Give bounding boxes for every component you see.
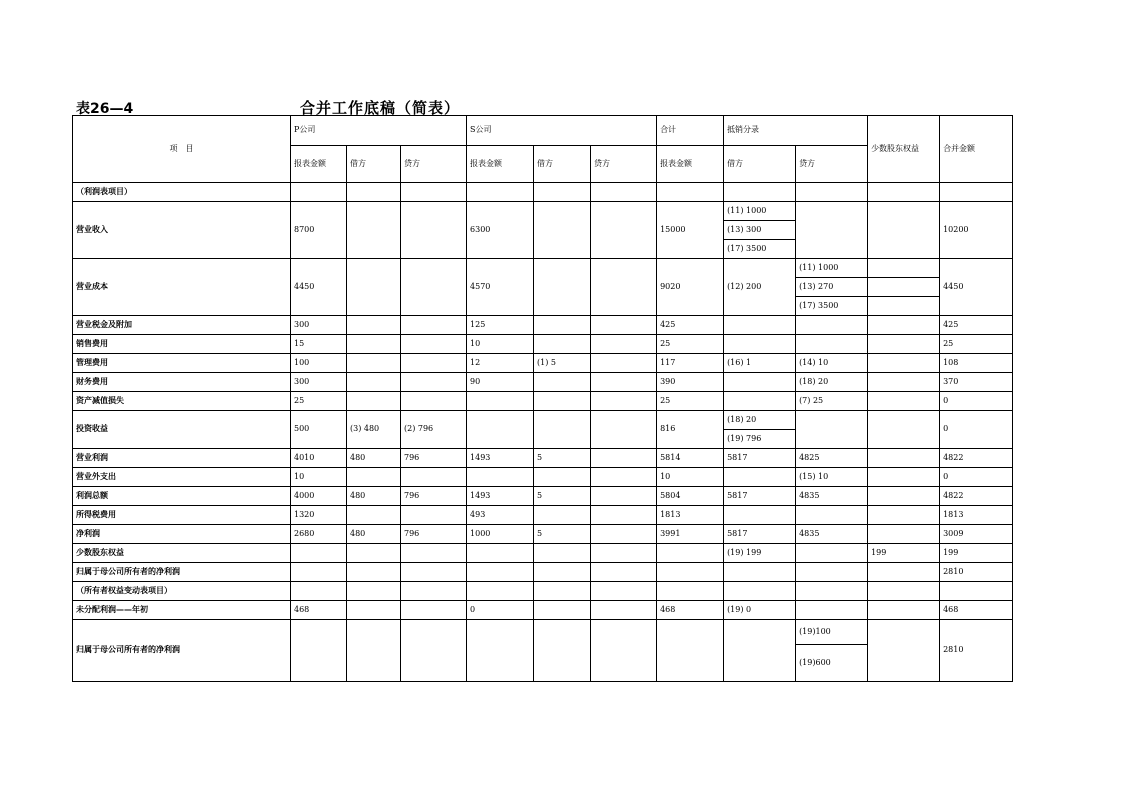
row-label-income-tax: 所得税费用 [73,506,291,525]
minority-cons: 199 [940,544,1013,563]
income-tax-cons: 1813 [940,506,1013,525]
header-s-credit: 贷方 [591,146,657,183]
table-row [73,411,1013,430]
admin-s-d: (1) 5 [534,354,591,373]
total-profit-s: 1493 [467,487,534,506]
income-tax-p: 1320 [291,506,347,525]
retained-p: 468 [291,601,347,620]
cost-cons: 4450 [940,259,1013,316]
table-row [73,259,1013,278]
admin-s: 12 [467,354,534,373]
cost-elim-d: (12) 200 [724,259,796,316]
revenue-cons: 10200 [940,202,1013,259]
net-profit-total: 3991 [657,525,724,544]
tax-cons: 425 [940,316,1013,335]
impair-elim-c: (7) 25 [796,392,868,411]
total-profit-p: 4000 [291,487,347,506]
total-profit-p-d: 480 [347,487,401,506]
cost-total: 9020 [657,259,724,316]
section-equity: （所有者权益变动表项目） [73,582,291,601]
invest-p-d: (3) 480 [347,411,401,449]
header-p-report: 报表金额 [291,146,347,183]
row-label-op-profit: 营业利润 [73,449,291,468]
table-row [73,316,1013,335]
finance-elim-c: (18) 20 [796,373,868,392]
net-profit-s-d: 5 [534,525,591,544]
row-label-non-op: 营业外支出 [73,468,291,487]
impair-cons: 0 [940,392,1013,411]
row-label-tax: 营业税金及附加 [73,316,291,335]
table-row [73,620,1013,645]
row-label-finance: 财务费用 [73,373,291,392]
net-profit-p: 2680 [291,525,347,544]
impair-p: 25 [291,392,347,411]
row-label-total-profit: 利润总额 [73,487,291,506]
table-row [73,601,1013,620]
header-minority: 少数股东权益 [868,116,940,183]
revenue-total: 15000 [657,202,724,259]
parent-np2-cons: 2810 [940,620,1013,682]
invest-p-c: (2) 796 [401,411,467,449]
selling-total: 25 [657,335,724,354]
invest-p: 500 [291,411,347,449]
invest-elim-d2: (19) 796 [724,430,796,449]
selling-cons: 25 [940,335,1013,354]
op-profit-total: 5814 [657,449,724,468]
non-op-elim-c: (15) 10 [796,468,868,487]
retained-cons: 468 [940,601,1013,620]
tax-p: 300 [291,316,347,335]
cost-p: 4450 [291,259,347,316]
retained-total: 468 [657,601,724,620]
net-profit-elim-d: 5817 [724,525,796,544]
table-row [73,449,1013,468]
non-op-p: 10 [291,468,347,487]
total-profit-cons: 4822 [940,487,1013,506]
row-label-selling: 销售费用 [73,335,291,354]
header-s-debit: 借方 [534,146,591,183]
header-item: 项 目 [73,116,291,183]
row-label-revenue: 营业收入 [73,202,291,259]
invest-cons: 0 [940,411,1013,449]
op-profit-elim-c: 4825 [796,449,868,468]
revenue-elim-d2: (13) 300 [724,221,796,240]
selling-s: 10 [467,335,534,354]
tax-s: 125 [467,316,534,335]
cost-elim-c2: (13) 270 [796,278,868,297]
table-row [73,544,1013,563]
op-profit-p-d: 480 [347,449,401,468]
finance-s: 90 [467,373,534,392]
admin-total: 117 [657,354,724,373]
op-profit-cons: 4822 [940,449,1013,468]
table-row [73,506,1013,525]
header-total-report: 报表金额 [657,146,724,183]
revenue-p: 8700 [291,202,347,259]
total-profit-elim-c: 4835 [796,487,868,506]
section-income: （利润表项目） [73,183,291,202]
net-profit-p-d: 480 [347,525,401,544]
header-consolidated: 合并金额 [940,116,1013,183]
row-label-invest: 投资收益 [73,411,291,449]
header-p-debit: 借方 [347,146,401,183]
revenue-elim-d1: (11) 1000 [724,202,796,221]
table-row [73,525,1013,544]
finance-cons: 370 [940,373,1013,392]
finance-p: 300 [291,373,347,392]
header-p-credit: 贷方 [401,146,467,183]
row-label-parent-np: 归属于母公司所有者的净利润 [73,563,291,582]
total-profit-p-c: 796 [401,487,467,506]
row-label-retained: 未分配利润——年初 [73,601,291,620]
table-number: 表26—4 [76,101,134,117]
table-row [73,202,1013,221]
invest-total: 816 [657,411,724,449]
table-row [73,373,1013,392]
header-p-company: P公司 [291,116,467,146]
op-profit-p: 4010 [291,449,347,468]
parent-np-cons: 2810 [940,563,1013,582]
row-label-minority: 少数股东权益 [73,544,291,563]
table-row [73,487,1013,506]
total-profit-elim-d: 5817 [724,487,796,506]
revenue-s: 6300 [467,202,534,259]
header-elim-debit: 借方 [724,146,796,183]
op-profit-s-d: 5 [534,449,591,468]
header-elim-credit: 贷方 [796,146,868,183]
header-elimination: 抵销分录 [724,116,868,146]
parent-np2-elim-c1: (19)100 [796,620,868,645]
minority-value: 199 [868,544,940,563]
header-s-company: S公司 [467,116,657,146]
retained-s: 0 [467,601,534,620]
admin-elim-d: (16) 1 [724,354,796,373]
row-label-admin: 管理费用 [73,354,291,373]
non-op-cons: 0 [940,468,1013,487]
row-label-parent-np2: 归属于母公司所有者的净利润 [73,620,291,682]
net-profit-p-c: 796 [401,525,467,544]
op-profit-s: 1493 [467,449,534,468]
cost-elim-c3: (17) 3500 [796,297,868,316]
retained-elim-d: (19) 0 [724,601,796,620]
minority-elim-d: (19) 199 [724,544,796,563]
parent-np2-elim-c2: (19)600 [796,645,868,682]
admin-cons: 108 [940,354,1013,373]
op-profit-p-c: 796 [401,449,467,468]
row-label-net-profit: 净利润 [73,525,291,544]
impair-total: 25 [657,392,724,411]
table-row [73,335,1013,354]
revenue-elim-d3: (17) 3500 [724,240,796,259]
total-profit-s-d: 5 [534,487,591,506]
invest-elim-d1: (18) 20 [724,411,796,430]
net-profit-elim-c: 4835 [796,525,868,544]
finance-total: 390 [657,373,724,392]
non-op-total: 10 [657,468,724,487]
income-tax-total: 1813 [657,506,724,525]
table-row [73,563,1013,582]
table-row [73,354,1013,373]
page-title: 合并工作底稿（简表） [300,99,461,117]
row-label-cost: 营业成本 [73,259,291,316]
op-profit-elim-d: 5817 [724,449,796,468]
admin-p: 100 [291,354,347,373]
row-label-impair: 资产减值损失 [73,392,291,411]
header-s-report: 报表金额 [467,146,534,183]
income-tax-s: 493 [467,506,534,525]
table-row [73,468,1013,487]
admin-elim-c: (14) 10 [796,354,868,373]
worksheet-table [72,115,1013,682]
table-row [73,392,1013,411]
selling-p: 15 [291,335,347,354]
total-profit-total: 5804 [657,487,724,506]
cost-elim-c1: (11) 1000 [796,259,868,278]
net-profit-cons: 3009 [940,525,1013,544]
header-total: 合计 [657,116,724,146]
net-profit-s: 1000 [467,525,534,544]
tax-total: 425 [657,316,724,335]
cost-s: 4570 [467,259,534,316]
